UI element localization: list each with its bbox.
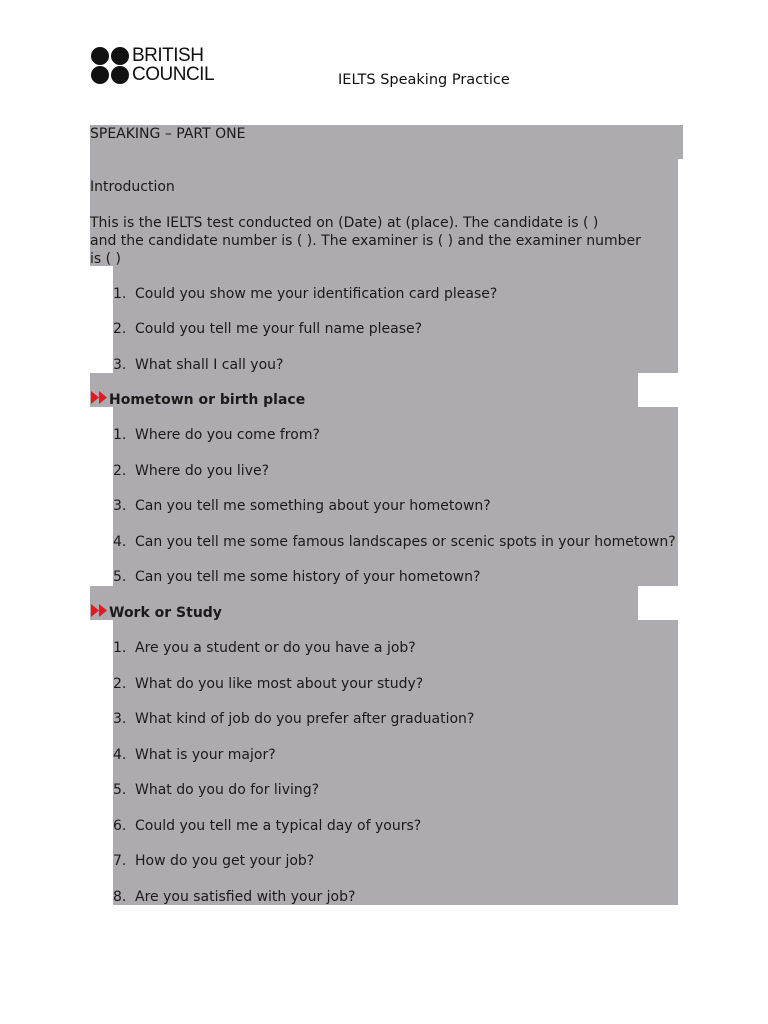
question-text: Where do you live?	[135, 463, 270, 479]
list-item	[113, 781, 319, 799]
list-item	[113, 852, 314, 870]
list-number: 4.	[113, 747, 127, 763]
list-item	[113, 817, 421, 835]
section-title: SPEAKING – PART ONE	[90, 126, 246, 142]
question-text: Are you a student or do you have a job?	[135, 640, 416, 656]
question-text: What do you do for living?	[135, 782, 320, 798]
list-number: 6.	[113, 818, 127, 834]
question-text: Can you tell me some famous landscapes or scenic spots in your hometown?	[135, 534, 676, 550]
list-number: 2.	[113, 676, 127, 692]
work-heading: Work or Study	[109, 605, 222, 621]
list-number: 5.	[113, 782, 127, 798]
list-number: 2.	[113, 321, 127, 337]
introduction-heading: Introduction	[90, 179, 175, 195]
question-text: What shall I call you?	[135, 357, 284, 373]
question-text: What is your major?	[135, 747, 276, 763]
logo-dots-icon	[90, 45, 131, 85]
logo-wordmark	[132, 46, 214, 84]
hometown-heading: Hometown or birth place	[109, 392, 306, 408]
question-text: Where do you come from?	[135, 427, 320, 443]
question-text: Can you tell me something about your hometown?	[135, 498, 491, 514]
question-text: Could you tell me your full name please?	[135, 321, 423, 337]
list-number: 4.	[113, 534, 127, 550]
list-number: 3.	[113, 498, 127, 514]
list-item	[113, 639, 416, 657]
list-item	[113, 320, 422, 338]
introduction-line-3: is ( )	[90, 251, 122, 267]
list-item	[113, 426, 320, 444]
list-item	[113, 285, 497, 303]
british-council-logo	[90, 45, 214, 85]
list-item	[113, 746, 276, 764]
page-title: IELTS Speaking Practice	[338, 72, 510, 88]
list-item	[113, 675, 423, 693]
list-item	[113, 888, 355, 906]
question-text: What do you like most about your study?	[135, 676, 424, 692]
question-text: Could you show me your identification card please?	[135, 286, 498, 302]
question-text: What kind of job do you prefer after graduation?	[135, 711, 475, 727]
list-item	[113, 568, 480, 586]
list-number: 1.	[113, 427, 127, 443]
list-number: 1.	[113, 286, 127, 302]
list-number: 7.	[113, 853, 127, 869]
list-number: 1.	[113, 640, 127, 656]
list-item	[113, 497, 491, 515]
question-text: Can you tell me some history of your hometown?	[135, 569, 481, 585]
question-text: How do you get your job?	[135, 853, 315, 869]
list-item	[113, 710, 474, 728]
list-item	[113, 462, 269, 480]
list-item	[113, 533, 676, 551]
double-arrow-icon	[90, 603, 109, 618]
logo-line-2: COUNCIL	[132, 64, 215, 85]
list-number: 3.	[113, 711, 127, 727]
introduction-line-2: and the candidate number is ( ). The examiner is ( ) and the examiner number	[90, 233, 641, 249]
logo-line-1: BRITISH	[132, 45, 204, 66]
introduction-line-1: This is the IELTS test conducted on (Date) at (place). The candidate is ( )	[90, 215, 599, 231]
list-number: 3.	[113, 357, 127, 373]
list-number: 8.	[113, 889, 127, 905]
list-number: 5.	[113, 569, 127, 585]
double-arrow-icon	[90, 390, 109, 405]
list-item	[113, 356, 283, 374]
question-text: Are you satisfied with your job?	[135, 889, 356, 905]
list-number: 2.	[113, 463, 127, 479]
question-text: Could you tell me a typical day of yours?	[135, 818, 422, 834]
